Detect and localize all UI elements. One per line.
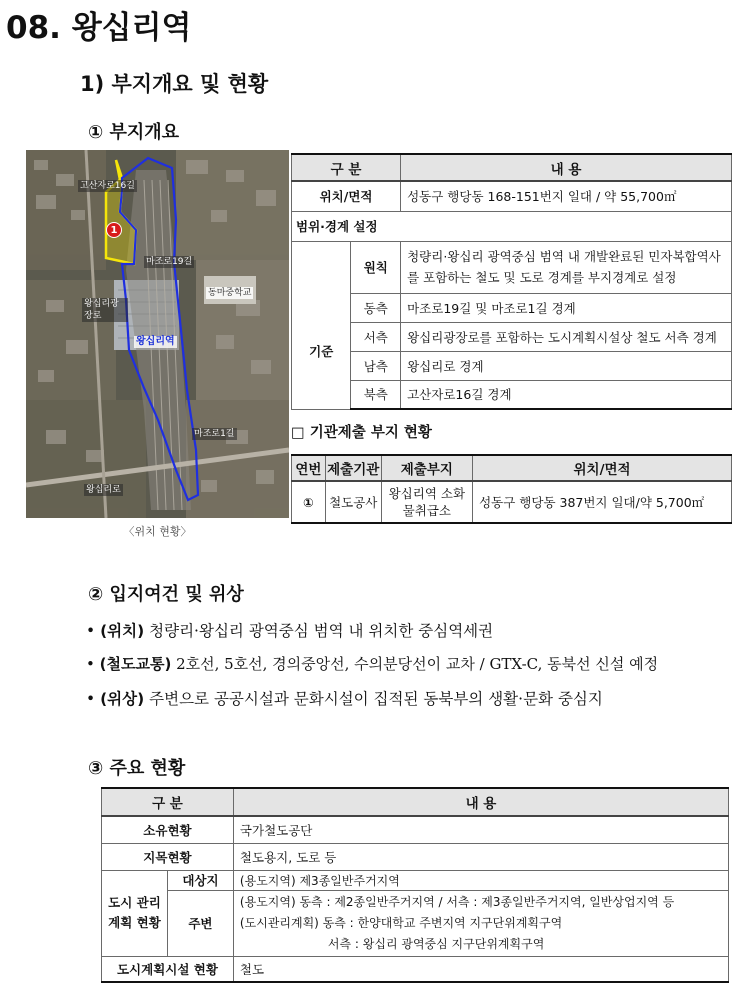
row-site: 왕십리역 소화물취급소 <box>381 481 473 523</box>
criteria-value: 고산자로16길 경계 <box>401 380 732 409</box>
submission-table <box>291 454 732 524</box>
location-value: 성동구 행당동 168-151번지 일대 / 약 55,700㎡ <box>401 181 732 211</box>
land-value: 철도용지, 도로 등 <box>233 843 728 870</box>
around-label: 주변 <box>167 890 233 956</box>
bullet-key: (위상) <box>100 690 145 708</box>
status-table <box>101 787 729 983</box>
map-label-wangsimni-ro: 왕십리로 <box>86 485 121 495</box>
row-agency: 철도공사 <box>325 481 381 523</box>
header-no: 연번 <box>292 455 326 481</box>
facility-value: 철도 <box>233 956 728 982</box>
bullet-key: (철도교통) <box>99 655 172 673</box>
bullet-rail: • (철도교통) 2호선, 5호선, 경의중앙선, 수의분당선이 교차 / GTX-C, 동북선 신설 예정 <box>86 655 659 673</box>
bullet-text: 청량리·왕십리 광역중심 범역 내 위치한 중심역세권 <box>144 622 494 640</box>
map-label-dongma: 동마중학교 <box>208 288 252 298</box>
section-title-conditions: ② 입지여건 및 위상 <box>88 584 244 605</box>
row-location: 성동구 행당동 387번지 일대/약 5,700㎡ <box>473 481 732 523</box>
facility-label: 도시계획시설 현황 <box>102 956 234 982</box>
around-line: 서측 : 왕십리 광역중심 지구단위계획구역 <box>327 936 545 951</box>
section-title-overview: 1) 부지개요 및 현황 <box>80 72 269 96</box>
plan-label: 도시 관리계획 현황 <box>102 870 168 956</box>
range-label: 범위·경계 설정 <box>292 211 732 241</box>
around-line: (도시관리계획) 동측 : 한양대학교 주변지역 지구단위계획구역 <box>239 915 563 930</box>
header-location: 위치/면적 <box>473 455 732 481</box>
map-label-majo19: 마조로19길 <box>146 257 193 267</box>
map-caption: 〈위치 현황〉 <box>123 525 192 538</box>
bullet-location: • (위치) 청량리·왕십리 광역중심 범역 내 위치한 중심역세권 <box>86 622 494 640</box>
header-category: 구 분 <box>102 788 234 816</box>
ownership-label: 소유현황 <box>102 816 234 843</box>
bullet-status: • (위상) 주변으로 공공시설과 문화시설이 집적된 동북부의 생활·문화 중심지 <box>86 690 603 708</box>
section-title-status: ③ 주요 현황 <box>88 758 186 779</box>
map-label-gosanja: 고산자로16길 <box>80 181 135 191</box>
around-line: (용도지역) 동측 : 제2종일반주거지역 / 서측 : 제3종일반주거지역, 일반상업지역 등 <box>239 894 675 909</box>
principle-label: 원칙 <box>351 241 401 293</box>
header-agency: 제출기관 <box>325 455 381 481</box>
around-value <box>233 890 728 956</box>
bullet-key: (위치) <box>100 622 145 640</box>
criteria-dir: 서측 <box>351 322 401 351</box>
page-title: 08. 왕십리역 <box>6 10 192 46</box>
site-overview-table <box>291 153 732 410</box>
map-label-plaza: 왕십리광장로 <box>82 298 128 322</box>
header-site: 제출부지 <box>381 455 473 481</box>
bullet-text: 주변으로 공공시설과 문화시설이 집적된 동북부의 생활·문화 중심지 <box>144 690 603 708</box>
criteria-dir: 북측 <box>351 380 401 409</box>
map-label-majo1: 마조로1길 <box>194 429 235 439</box>
header-category: 구 분 <box>292 154 401 181</box>
ownership-value: 국가철도공단 <box>233 816 728 843</box>
aerial-map <box>26 150 289 518</box>
submission-title: □ 기관제출 부지 현황 <box>291 425 432 441</box>
header-content: 내 용 <box>401 154 732 181</box>
criteria-label: 기준 <box>292 293 351 409</box>
criteria-dir: 동측 <box>351 293 401 322</box>
target-value: (용도지역) 제3종일반주거지역 <box>233 870 728 890</box>
criteria-value: 왕십리광장로를 포함하는 도시계획시설상 철도 서측 경계 <box>401 322 732 351</box>
criteria-value: 마조로19길 및 마조로1길 경계 <box>401 293 732 322</box>
land-label: 지목현황 <box>102 843 234 870</box>
target-label: 대상지 <box>167 870 233 890</box>
location-label: 위치/면적 <box>292 181 401 211</box>
aerial-map-image <box>26 150 289 518</box>
criteria-value: 왕십리로 경계 <box>401 351 732 380</box>
bullet-text: 2호선, 5호선, 경의중앙선, 수의분당선이 교차 / GTX-C, 동북선 신설 예정 <box>171 655 659 673</box>
subsection-title-site: ① 부지개요 <box>88 122 180 143</box>
row-no: ① <box>292 481 326 523</box>
map-label-station: 왕십리역 <box>136 336 175 347</box>
site-marker: 1 <box>106 222 122 238</box>
header-content: 내 용 <box>233 788 728 816</box>
principle-value: 청량리·왕십리 광역중심 범역 내 개발완료된 민자복합역사를 포함하는 철도 및 도로 경계를 부지경계로 설정 <box>401 241 732 293</box>
criteria-dir: 남측 <box>351 351 401 380</box>
